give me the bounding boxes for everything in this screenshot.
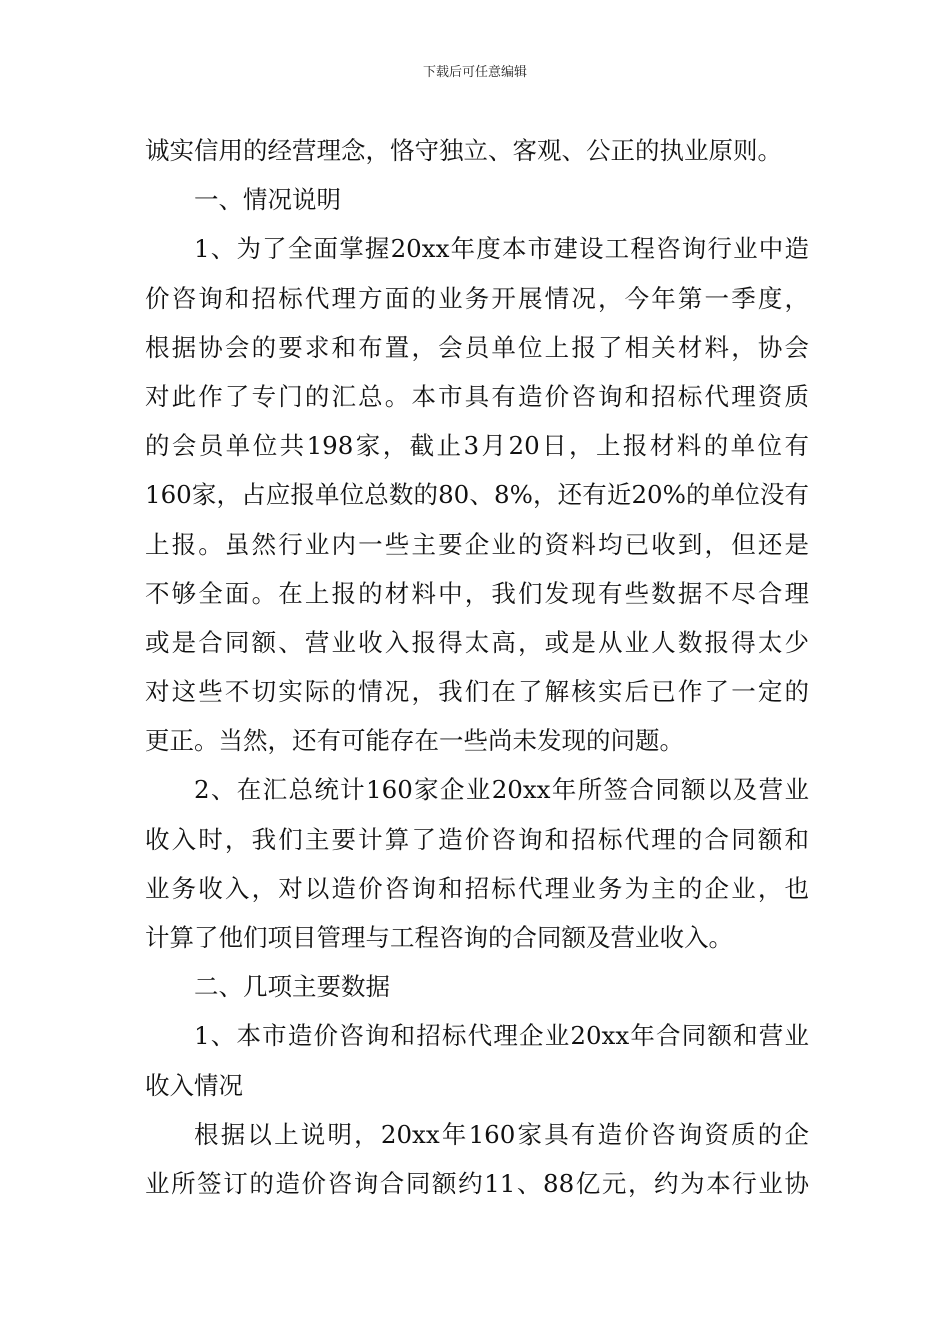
paragraph-line: 根据协会的要求和布置，会员单位上报了相关材料，协会 <box>145 332 809 362</box>
paragraph-line: 上报。虽然行业内一些主要企业的资料均已收到，但还是 <box>145 529 809 559</box>
paragraph-line: 或是合同额、营业收入报得太高，或是从业人数报得太少 <box>145 627 809 657</box>
section-heading: 二、几项主要数据 <box>194 972 390 1002</box>
paragraph-line: 对此作了专门的汇总。本市具有造价咨询和招标代理资质 <box>145 381 809 411</box>
paragraph-line: 业所签订的造价咨询合同额约11、88亿元，约为本行业协 <box>145 1168 809 1198</box>
paragraph-line: 业务收入，对以造价咨询和招标代理业务为主的企业，也 <box>145 873 809 903</box>
paragraph-line: 更正。当然，还有可能存在一些尚未发现的问题。 <box>145 726 684 756</box>
document-body <box>145 126 809 1208</box>
paragraph-line: 对这些不切实际的情况，我们在了解核实后已作了一定的 <box>145 677 809 707</box>
paragraph-line: 2、在汇总统计160家企业20xx年所签合同额以及营业 <box>194 775 809 805</box>
paragraph-line: 根据以上说明，20xx年160家具有造价咨询资质的企 <box>194 1119 809 1149</box>
page-header: 下载后可任意编辑 <box>422 65 527 80</box>
paragraph-line: 160家，占应报单位总数的80、8%，还有近20%的单位没有 <box>145 480 809 510</box>
paragraph-line: 收入情况 <box>145 1070 243 1100</box>
section-heading: 一、情况说明 <box>194 185 341 215</box>
text-line: 诚实信用的经营理念，恪守独立、客观、公正的执业原则。 <box>145 136 782 165</box>
paragraph-line: 价咨询和招标代理方面的业务开展情况，今年第一季度， <box>145 283 809 313</box>
paragraph-line: 不够全面。在上报的材料中，我们发现有些数据不尽合理 <box>145 578 809 608</box>
paragraph-line: 1、为了全面掌握20xx年度本市建设工程咨询行业中造 <box>194 234 809 264</box>
paragraph-line: 的会员单位共198家，截止3月20日，上报材料的单位有 <box>145 431 809 461</box>
paragraph-line: 计算了他们项目管理与工程咨询的合同额及营业收入。 <box>145 923 733 952</box>
paragraph-line: 1、本市造价咨询和招标代理企业20xx年合同额和营业 <box>194 1021 809 1051</box>
paragraph-line: 收入时，我们主要计算了造价咨询和招标代理的合同额和 <box>145 824 809 854</box>
